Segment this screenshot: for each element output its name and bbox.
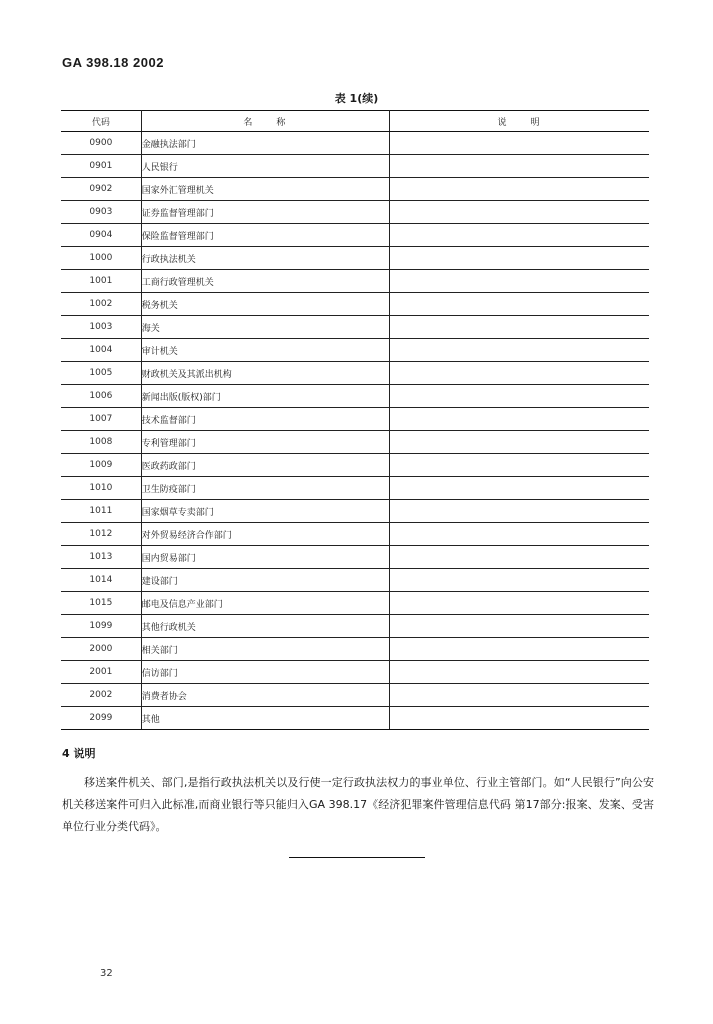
code-cell: 1013	[61, 546, 141, 569]
description-cell	[389, 707, 649, 730]
code-cell: 0904	[61, 224, 141, 247]
description-cell	[389, 270, 649, 293]
code-cell: 1007	[61, 408, 141, 431]
name-cell: 税务机关	[141, 293, 389, 316]
column-header-code: 代码	[61, 111, 141, 132]
description-cell	[389, 339, 649, 362]
name-cell: 消费者协会	[141, 684, 389, 707]
description-cell	[389, 132, 649, 155]
description-cell	[389, 523, 649, 546]
name-cell: 海关	[141, 316, 389, 339]
name-cell: 工商行政管理机关	[141, 270, 389, 293]
name-cell: 国家外汇管理机关	[141, 178, 389, 201]
table-row	[61, 615, 649, 638]
name-cell: 建设部门	[141, 569, 389, 592]
table-row	[61, 661, 649, 684]
description-cell	[389, 592, 649, 615]
table-row	[61, 523, 649, 546]
table-row	[61, 224, 649, 247]
code-cell: 1012	[61, 523, 141, 546]
explanation-paragraph: 移送案件机关、部门,是指行政执法机关以及行使一定行政执法权力的事业单位、行业主管部门。如“人民银行”向公安机关移送案件可归入此标准,而商业银行等只能归入GA 398.17《经济犯罪案件管理信息代码 第17部分:报案、发案、受害单位行业分类代码》。	[62, 776, 654, 833]
description-cell	[389, 316, 649, 339]
table-row	[61, 408, 649, 431]
name-cell: 财政机关及其派出机构	[141, 362, 389, 385]
name-cell: 其他行政机关	[141, 615, 389, 638]
table-row	[61, 684, 649, 707]
table-row	[61, 316, 649, 339]
name-cell: 保险监督管理部门	[141, 224, 389, 247]
table-row	[61, 500, 649, 523]
name-cell: 邮电及信息产业部门	[141, 592, 389, 615]
column-header-description: 说 明	[389, 111, 649, 132]
description-cell	[389, 155, 649, 178]
table-row	[61, 707, 649, 730]
description-cell	[389, 638, 649, 661]
code-cell: 2099	[61, 707, 141, 730]
description-cell	[389, 454, 649, 477]
code-cell: 2001	[61, 661, 141, 684]
name-cell: 证券监督管理部门	[141, 201, 389, 224]
table-row	[61, 431, 649, 454]
code-cell: 1004	[61, 339, 141, 362]
table-row	[61, 339, 649, 362]
description-cell	[389, 500, 649, 523]
description-cell	[389, 178, 649, 201]
table-row	[61, 201, 649, 224]
code-cell: 1010	[61, 477, 141, 500]
table-row	[61, 132, 649, 155]
code-cell: 2000	[61, 638, 141, 661]
code-cell: 0903	[61, 201, 141, 224]
name-cell: 行政执法机关	[141, 247, 389, 270]
description-cell	[389, 477, 649, 500]
name-cell: 卫生防疫部门	[141, 477, 389, 500]
name-cell: 金融执法部门	[141, 132, 389, 155]
table-header-row	[61, 111, 649, 132]
code-cell: 1014	[61, 569, 141, 592]
code-cell: 1009	[61, 454, 141, 477]
description-cell	[389, 247, 649, 270]
code-cell: 1003	[61, 316, 141, 339]
name-cell: 技术监督部门	[141, 408, 389, 431]
name-cell: 国内贸易部门	[141, 546, 389, 569]
code-cell: 1001	[61, 270, 141, 293]
code-cell: 1002	[61, 293, 141, 316]
description-cell	[389, 224, 649, 247]
code-cell: 1005	[61, 362, 141, 385]
code-cell: 0900	[61, 132, 141, 155]
name-cell: 医政药政部门	[141, 454, 389, 477]
table-title: 表 1(续)	[334, 92, 379, 105]
table-body	[61, 132, 649, 730]
table-row	[61, 385, 649, 408]
description-cell	[389, 201, 649, 224]
code-cell: 1011	[61, 500, 141, 523]
table-row	[61, 155, 649, 178]
column-header-name: 名 称	[141, 111, 389, 132]
description-cell	[389, 615, 649, 638]
standard-number: GA 398.18 2002	[62, 55, 164, 70]
code-cell: 1015	[61, 592, 141, 615]
code-cell: 1000	[61, 247, 141, 270]
table-row	[61, 362, 649, 385]
table-row	[61, 546, 649, 569]
description-cell	[389, 684, 649, 707]
table-row	[61, 477, 649, 500]
description-cell	[389, 546, 649, 569]
name-cell: 审计机关	[141, 339, 389, 362]
description-cell	[389, 385, 649, 408]
description-cell	[389, 661, 649, 684]
code-cell: 1006	[61, 385, 141, 408]
name-cell: 专利管理部门	[141, 431, 389, 454]
page-number: 32	[100, 968, 113, 979]
name-cell: 其他	[141, 707, 389, 730]
code-cell: 2002	[61, 684, 141, 707]
description-cell	[389, 569, 649, 592]
description-cell	[389, 431, 649, 454]
name-cell: 相关部门	[141, 638, 389, 661]
code-cell: 0902	[61, 178, 141, 201]
table-row	[61, 293, 649, 316]
table-row	[61, 270, 649, 293]
table-row	[61, 454, 649, 477]
name-cell: 信访部门	[141, 661, 389, 684]
table-row	[61, 247, 649, 270]
end-rule	[289, 857, 425, 858]
table-row	[61, 638, 649, 661]
name-cell: 新闻出版(版权)部门	[141, 385, 389, 408]
table-row	[61, 569, 649, 592]
name-cell: 人民银行	[141, 155, 389, 178]
description-cell	[389, 408, 649, 431]
code-cell: 1008	[61, 431, 141, 454]
section-heading: 4 说明	[62, 747, 96, 760]
code-cell: 1099	[61, 615, 141, 638]
code-cell: 0901	[61, 155, 141, 178]
name-cell: 国家烟草专卖部门	[141, 500, 389, 523]
code-table	[61, 110, 649, 730]
description-cell	[389, 362, 649, 385]
description-cell	[389, 293, 649, 316]
table-row	[61, 592, 649, 615]
table-row	[61, 178, 649, 201]
name-cell: 对外贸易经济合作部门	[141, 523, 389, 546]
